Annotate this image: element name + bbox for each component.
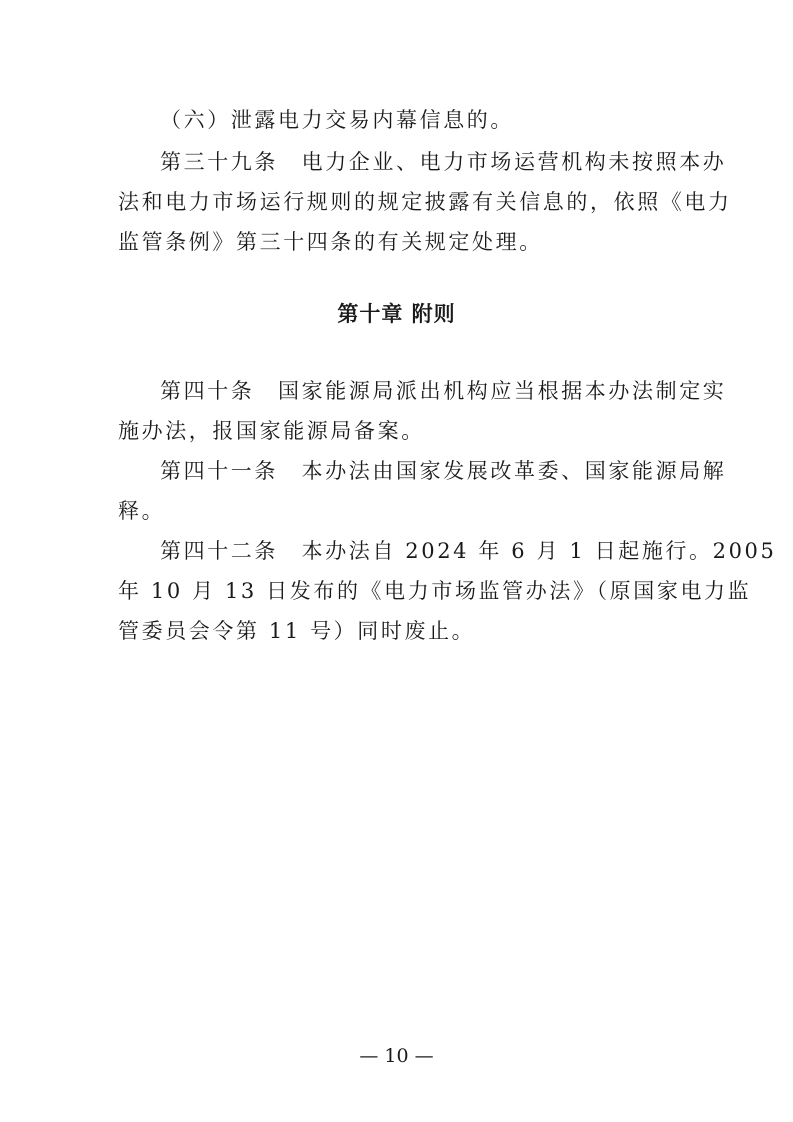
article-39-line-3: 监管条例》第三十四条的有关规定处理。: [118, 230, 543, 254]
page-number: — 10 —: [359, 1045, 434, 1067]
article-41-line-2: 释。: [118, 499, 166, 523]
article-42-line-3: 管委员会令第 11 号）同时废止。: [118, 619, 476, 643]
article-42-line-1: 第四十二条 本办法自 2024 年 6 月 1 日起施行。2005: [160, 539, 777, 563]
article-39-line-2: 法和电力市场运行规则的规定披露有关信息的，依照《电力: [118, 190, 732, 214]
article-41-line-1: 第四十一条 本办法由国家发展改革委、国家能源局解: [160, 459, 727, 483]
article-40-line-1: 第四十条 国家能源局派出机构应当根据本办法制定实: [160, 379, 727, 403]
article-42-line-2: 年 10 月 13 日发布的《电力市场监管办法》（原国家电力监: [118, 579, 752, 603]
chapter-heading: 第十章 附则: [337, 302, 456, 326]
article-40-line-2: 施办法，报国家能源局备案。: [118, 419, 425, 443]
article-39-line-1: 第三十九条 电力企业、电力市场运营机构未按照本办: [160, 150, 727, 174]
paragraph-line: （六）泄露电力交易内幕信息的。: [160, 108, 514, 132]
